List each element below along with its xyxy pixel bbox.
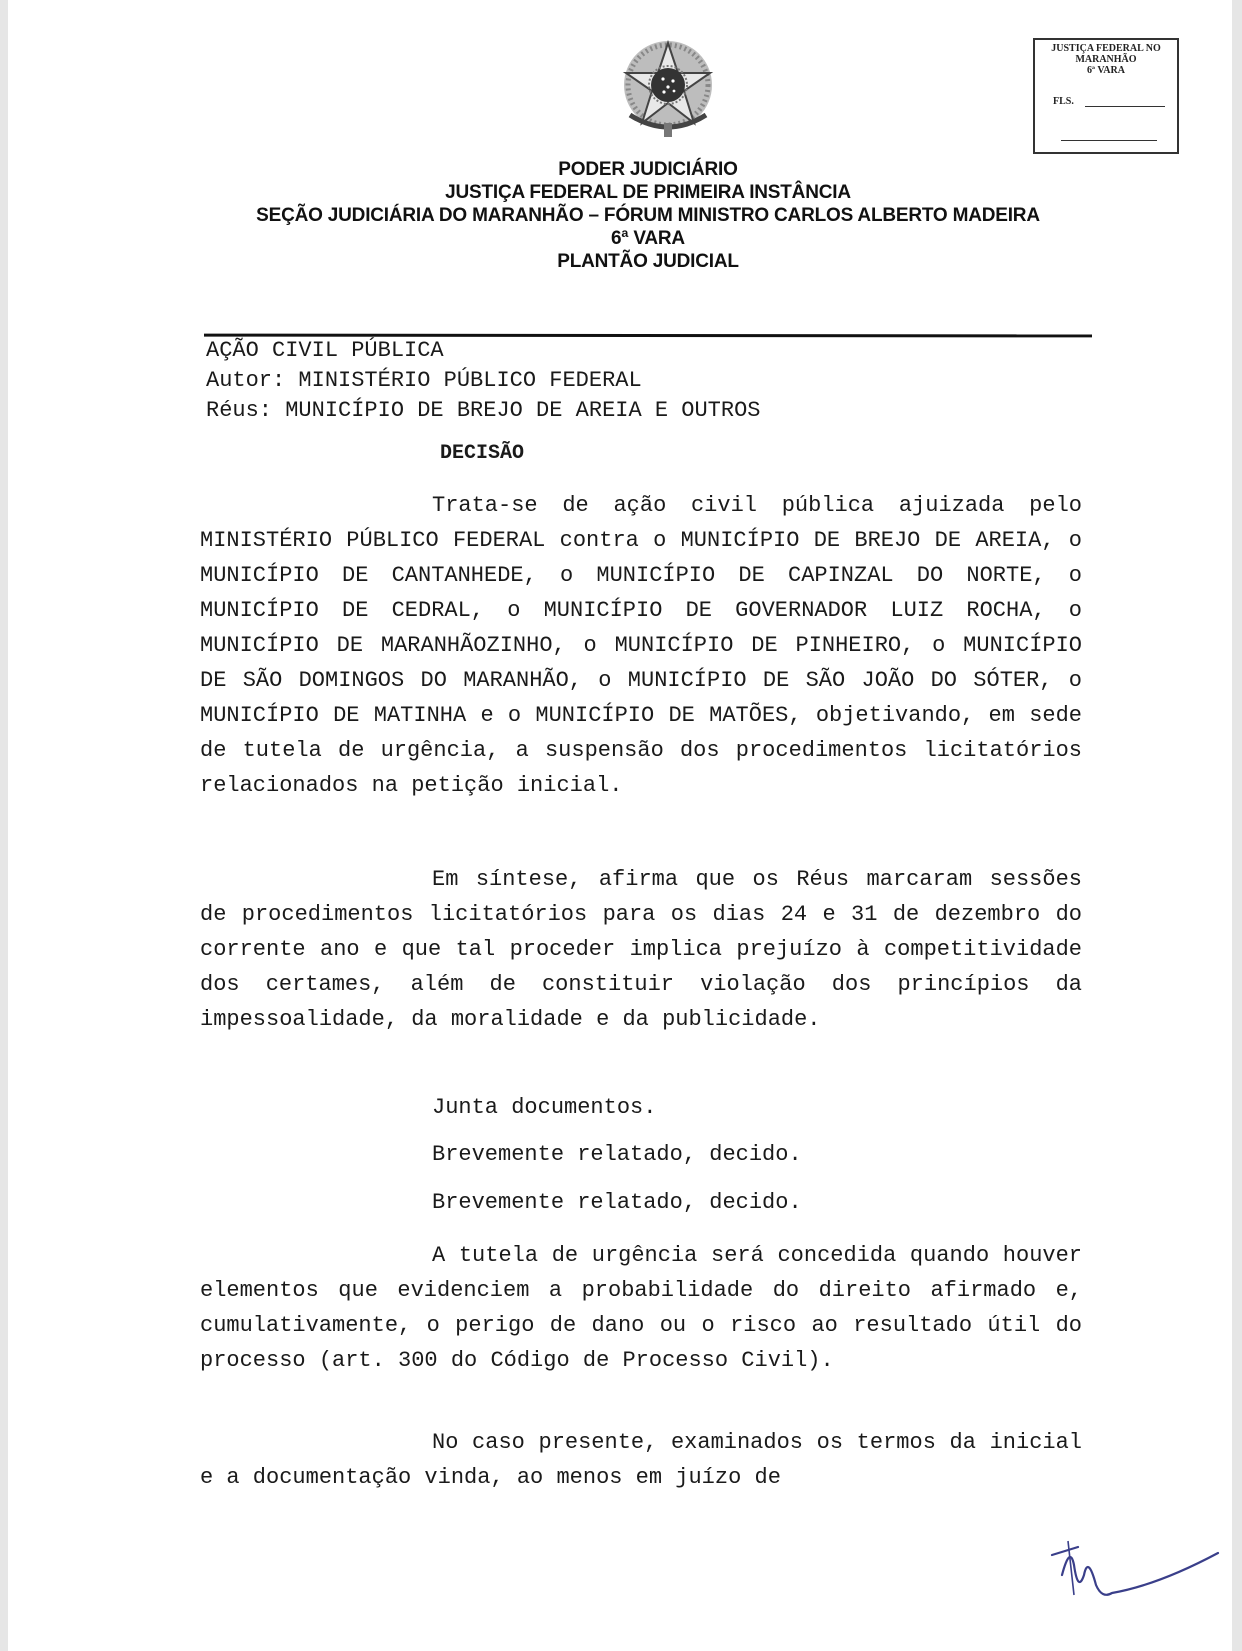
paragraph — [200, 1238, 1082, 1378]
header-line: PLANTÃO JUDICIAL — [557, 251, 739, 272]
paragraph-text: A tutela de urgência será concedida quando houver elementos que evidenciem a probabilidade do direito afirmado e, cumulativamente, o perigo de dano ou o risco ao resultado útil do processo (art. 300 do Código de Processo Civil). — [200, 1243, 1082, 1373]
stamp-line: MARANHÃO — [1075, 54, 1137, 65]
paragraph — [200, 862, 1082, 1037]
paragraph: Brevemente relatado, decido. — [432, 1190, 802, 1215]
decision-title: DECISÃO — [440, 442, 525, 465]
header-line: 6ª VARA — [611, 228, 685, 249]
court-header — [188, 158, 1108, 273]
document-page — [8, 0, 1232, 1651]
page-number-stamp — [1033, 38, 1179, 154]
header-line: PODER JUDICIÁRIO — [558, 159, 738, 180]
case-type: AÇÃO CIVIL PÚBLICA — [206, 338, 444, 363]
paragraph-text: Trata-se de ação civil pública ajuizada pelo MINISTÉRIO PÚBLICO FEDERAL contra o MUNICÍPIO DE BREJO DE AREIA, o MUNICÍPIO DE CANTANHEDE, o MUNICÍPIO DE CAPINZAL DO NORTE, o MUNICÍPIO DE CEDRAL, o MUNICÍPIO DE GOVERNADOR LUIZ ROCHA, o MUNICÍPIO DE MARANHÃOZINHO, o MUNICÍPIO DE PINHEIRO, o MUNICÍPIO DE SÃO DOMINGOS DO MARANHÃO, o MUNICÍPIO DE SÃO JOÃO DO SÓTER, o MUNICÍPIO DE MATINHA e o MUNICÍPIO DE MATÕES, objetivando, em sede de tutela de urgência, a suspensão dos procedimentos licitatórios relacionados na petição inicial. — [200, 493, 1082, 798]
header-line: SEÇÃO JUDICIÁRIA DO MARANHÃO – FÓRUM MINISTRO CARLOS ALBERTO MADEIRA — [256, 205, 1040, 226]
signature-icon — [1048, 1535, 1228, 1615]
case-defendants: Réus: MUNICÍPIO DE BREJO DE AREIA E OUTROS — [206, 398, 761, 423]
case-caption — [206, 336, 761, 426]
fls-field-line — [1085, 106, 1165, 107]
paragraph: Brevemente relatado, decido. — [432, 1142, 802, 1167]
fls-label: FLS. — [1053, 96, 1074, 107]
paragraph: Junta documentos. — [432, 1095, 657, 1120]
paragraph-text: No caso presente, examinados os termos da inicial e a documentação vinda, ao menos em juízo de — [200, 1430, 1082, 1490]
paragraph-text: Em síntese, afirma que os Réus marcaram sessões de procedimentos licitatórios para os dias 24 e 31 de dezembro do corrente ano e que tal proceder implica prejuízo à competitividade dos certames, além de constituir violação dos princípios da impessoalidade, da moralidade e da publicidade. — [200, 867, 1082, 1032]
header-line: JUSTIÇA FEDERAL DE PRIMEIRA INSTÂNCIA — [445, 182, 851, 203]
paragraph — [200, 1425, 1082, 1495]
case-author: Autor: MINISTÉRIO PÚBLICO FEDERAL — [206, 368, 642, 393]
stamp-signature-line — [1061, 140, 1157, 141]
paragraph — [200, 488, 1082, 803]
stamp-line: JUSTIÇA FEDERAL NO — [1051, 43, 1161, 54]
coat-of-arms-icon — [618, 35, 718, 143]
stamp-line: 6ª VARA — [1087, 65, 1125, 76]
